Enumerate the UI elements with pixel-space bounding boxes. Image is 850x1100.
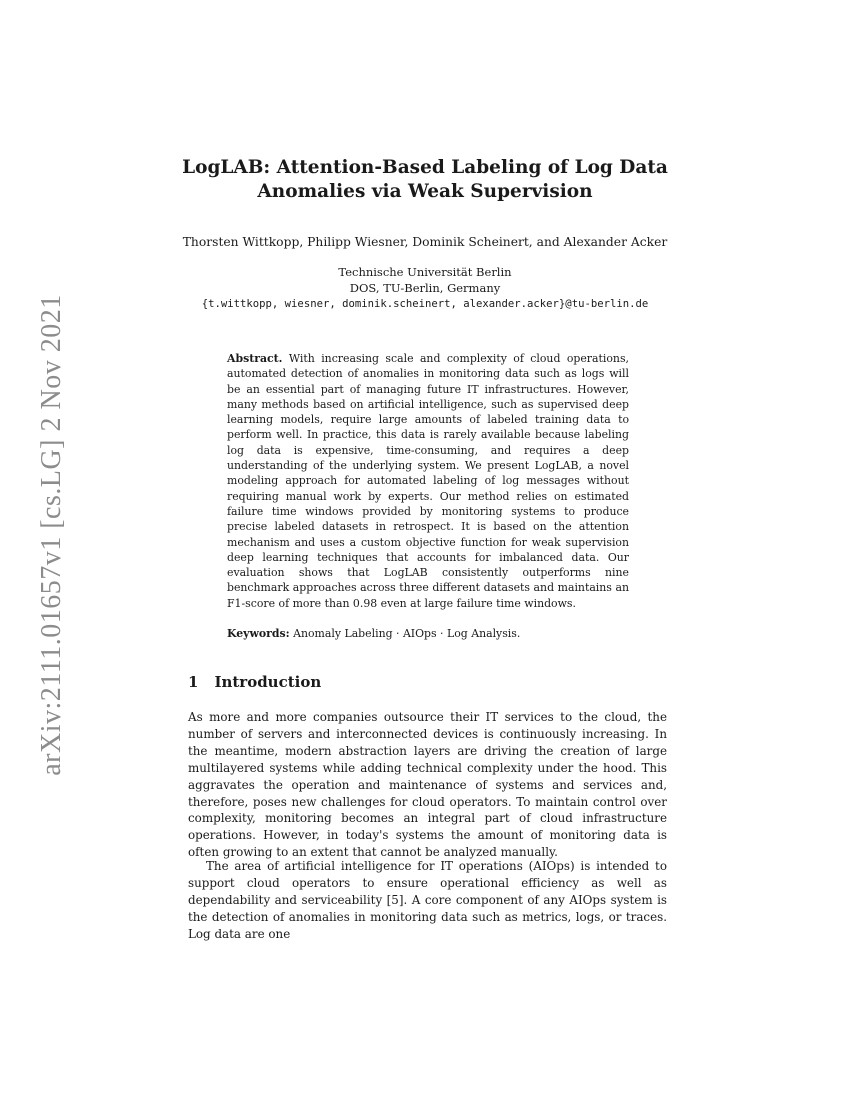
- affiliation-block: [150, 264, 700, 312]
- paper-title: [160, 156, 690, 204]
- abstract-text: With increasing scale and complexity of cloud operations, automated detection of anomalies in monitoring data such as logs will be an essential part of managing future IT infrastructures. However, many methods based on artificial intelligence, such as supervised deep learning models, require large amounts of labeled training data to perform well. In practice, this data is rarely available because labeling log data is expensive, time-consuming, and requires a deep understanding of the underlying system. We present LogLAB, a novel modeling approach for automated labeling of log messages without requiring manual work by experts. Our method relies on estimated failure time windows provided by monitoring systems to produce precise labeled datasets in retrospect. It is based on the attention mechanism and uses a custom objective function for weak supervision deep learning techniques that accounts for imbalanced data. Our evaluation shows that LogLAB consistently outperforms nine benchmark approaches across three different datasets and maintains an F1-score of more than 0.98 even at large failure time windows.: [227, 352, 629, 610]
- affiliation-department: DOS, TU-Berlin, Germany: [349, 281, 501, 295]
- keywords: [227, 626, 629, 641]
- section-number: 1: [188, 673, 199, 691]
- arxiv-identifier-stamp: arXiv:2111.01657v1 [cs.LG] 2 Nov 2021: [36, 294, 67, 776]
- introduction-paragraph-2: The area of artificial intelligence for IT operations (AIOps) is intended to support cloud operators to ensure operational efficiency as well as dependability and serviceability [5]. A core component of any AIOps system is the detection of anomalies in monitoring data such as metrics, logs, or traces. Log data are one: [188, 859, 667, 941]
- paper-title-line-1: LogLAB: Attention-Based Labeling of Log Data: [182, 157, 668, 178]
- author-emails: {t.wittkopp, wiesner, dominik.scheinert, alexander.acker}@tu-berlin.de: [201, 298, 649, 310]
- introduction-paragraph-1: As more and more companies outsource their IT services to the cloud, the number of servers and interconnected devices is continuously increasing. In the meantime, modern abstraction layers are driving the creation of large multilayered systems while adding technical complexity under the hood. This aggravates the operation and maintenance of systems and services and, therefore, poses new challenges for cloud operators. To maintain control over complexity, monitoring becomes an integral part of cloud infrastructure operations. However, in today's systems the amount of monitoring data is often growing to an extent that cannot be analyzed manually.: [188, 710, 667, 860]
- affiliation-institution: Technische Universität Berlin: [338, 265, 512, 279]
- keywords-text: Anomaly Labeling · AIOps · Log Analysis.: [293, 627, 521, 640]
- section-heading-introduction: [188, 673, 321, 691]
- keywords-label: Keywords:: [227, 627, 290, 640]
- author-list: Thorsten Wittkopp, Philipp Wiesner, Dominik Scheinert, and Alexander Acker: [182, 235, 668, 249]
- section-title: Introduction: [214, 673, 322, 691]
- paper-title-line-2: Anomalies via Weak Supervision: [257, 181, 593, 202]
- abstract: [227, 351, 629, 611]
- abstract-label: Abstract.: [227, 352, 283, 365]
